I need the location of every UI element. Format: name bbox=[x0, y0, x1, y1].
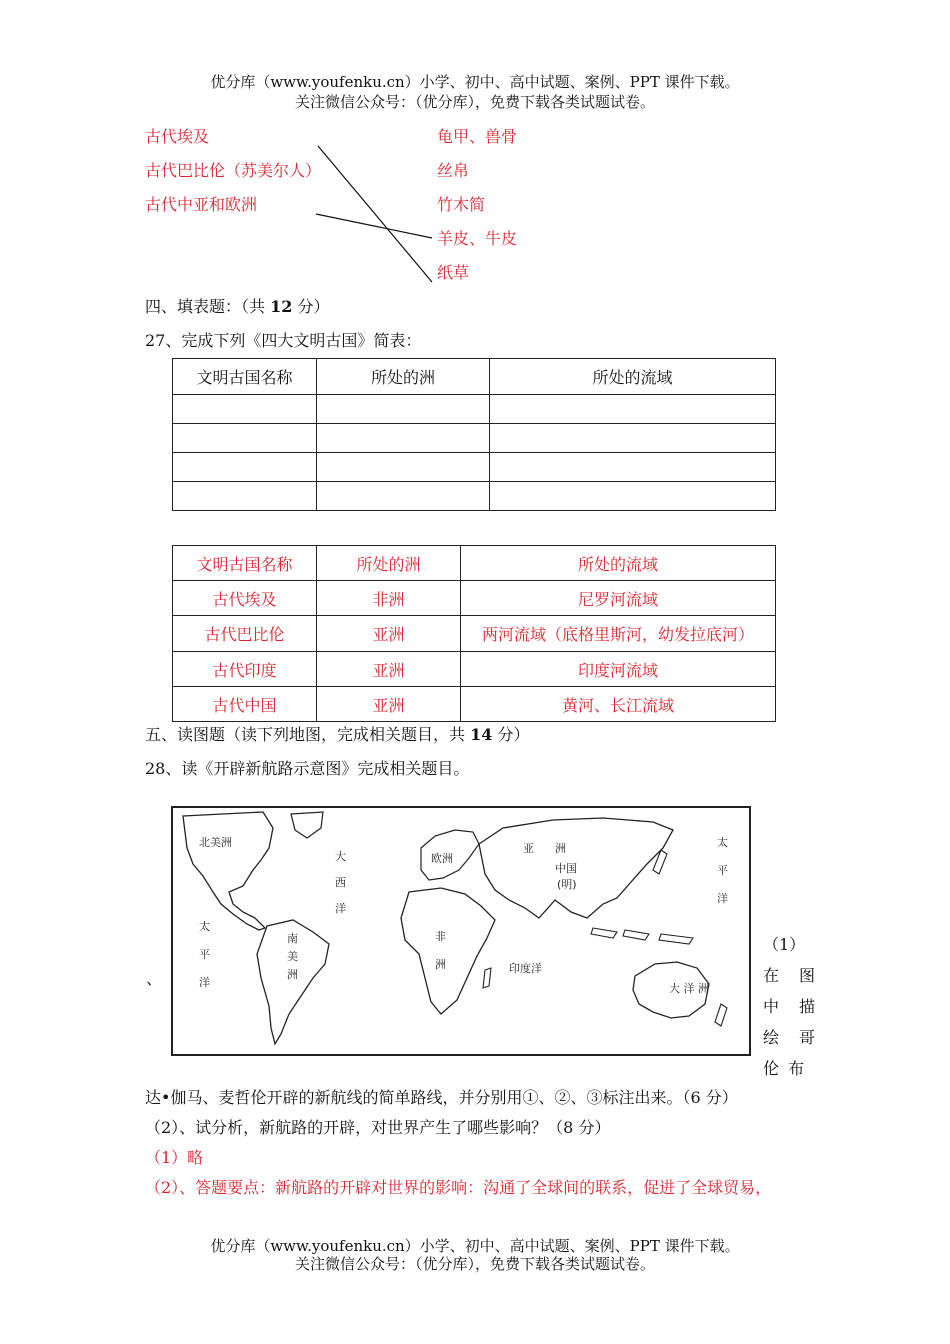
answer-table bbox=[172, 545, 776, 722]
answer-header-continent: 所处的洲 bbox=[317, 546, 461, 581]
label-north-america: 北美洲 bbox=[199, 836, 232, 849]
label-africa-2: 洲 bbox=[435, 958, 446, 971]
match-line-europe bbox=[316, 214, 432, 238]
blank-cell[interactable] bbox=[490, 424, 776, 453]
label-atlantic-3: 洋 bbox=[335, 902, 346, 915]
answer-header-basin: 所处的流域 bbox=[461, 546, 776, 581]
side-text-2: 在 图 bbox=[763, 966, 818, 985]
label-pacific-left-3: 洋 bbox=[199, 976, 210, 989]
section5-title: 五、读图题（读下列地图，完成相关题目，共 14 分） bbox=[145, 725, 530, 744]
side-text-3: 中 描 bbox=[763, 997, 818, 1016]
side-text-4: 绘 哥 bbox=[763, 1028, 818, 1047]
blank-cell[interactable] bbox=[490, 395, 776, 424]
match-right-1: 龟甲、兽骨 bbox=[437, 127, 518, 146]
blank-cell[interactable] bbox=[173, 453, 317, 482]
table-row bbox=[173, 687, 776, 722]
label-south-america-2: 美 bbox=[287, 950, 298, 963]
match-right-3: 竹木简 bbox=[437, 195, 486, 214]
match-right-5: 纸草 bbox=[437, 263, 470, 282]
label-ming: (明) bbox=[557, 878, 577, 891]
answer-cell: 尼罗河流域 bbox=[461, 581, 776, 616]
greenland-shape bbox=[291, 812, 323, 838]
blank-header-basin: 所处的流域 bbox=[490, 359, 776, 395]
label-oceania: 大 洋 洲 bbox=[669, 982, 709, 995]
answer-cell: 非洲 bbox=[317, 581, 461, 616]
label-south-america-3: 洲 bbox=[287, 968, 298, 981]
label-africa-1: 非 bbox=[435, 930, 446, 943]
label-atlantic-2: 西 bbox=[335, 876, 346, 889]
match-left-3: 古代中亚和欧洲 bbox=[145, 195, 258, 214]
label-pacific-left-2: 平 bbox=[199, 948, 210, 961]
table-row bbox=[173, 616, 776, 652]
matching-lines bbox=[0, 0, 950, 300]
africa-shape bbox=[401, 888, 495, 1014]
north-america-shape bbox=[183, 812, 273, 930]
answer-cell: 古代中国 bbox=[173, 687, 317, 722]
answer-cell: 两河流域（底格里斯河，幼发拉底河） bbox=[461, 616, 776, 652]
question-27: 27、完成下列《四大文明古国》简表： bbox=[145, 331, 422, 350]
blank-cell[interactable] bbox=[317, 424, 490, 453]
header-line-1: 优分库（www.youfenku.cn）小学、初中、高中试题、案例、PPT 课件下载。 bbox=[210, 73, 740, 91]
world-map-drawing bbox=[173, 808, 749, 1054]
blank-cell[interactable] bbox=[317, 482, 490, 511]
answer-cell: 古代印度 bbox=[173, 652, 317, 687]
match-line-egypt bbox=[318, 146, 432, 282]
label-pacific-right-1: 太 bbox=[717, 836, 728, 849]
answer-2: （2）、答题要点：新航路的开辟对世界的影响：沟通了全球间的联系，促进了全球贸易， bbox=[145, 1178, 772, 1197]
answer-header-name: 文明古国名称 bbox=[173, 546, 317, 581]
blank-cell[interactable] bbox=[490, 482, 776, 511]
answer-cell: 黄河、长江流域 bbox=[461, 687, 776, 722]
blank-header-name: 文明古国名称 bbox=[173, 359, 317, 395]
answer-cell: 亚洲 bbox=[317, 652, 461, 687]
footer-line-1: 优分库（www.youfenku.cn）小学、初中、高中试题、案例、PPT 课件下载。 bbox=[210, 1237, 740, 1255]
blank-cell[interactable] bbox=[317, 453, 490, 482]
japan-shape bbox=[653, 850, 667, 874]
blank-cell[interactable] bbox=[490, 453, 776, 482]
label-china: 中国 bbox=[555, 862, 577, 875]
answer-cell: 亚洲 bbox=[317, 687, 461, 722]
match-left-1: 古代埃及 bbox=[145, 127, 210, 146]
question-1-continued: 达•伽马、麦哲伦开辟的新航线的简单路线，并分别用①、②、③标注出来。（6 分） bbox=[145, 1088, 738, 1107]
blank-cell[interactable] bbox=[173, 482, 317, 511]
label-pacific-right-3: 洋 bbox=[717, 892, 728, 905]
label-pacific-left-1: 太 bbox=[199, 920, 210, 933]
match-left-2: 古代巴比伦（苏美尔人） bbox=[145, 161, 322, 180]
answer-1: （1）略 bbox=[145, 1148, 204, 1167]
match-right-2: 丝帛 bbox=[437, 161, 470, 180]
blank-table bbox=[172, 358, 776, 511]
side-comma: 、 bbox=[146, 969, 163, 988]
blank-cell[interactable] bbox=[173, 424, 317, 453]
table-row bbox=[173, 581, 776, 616]
indonesia-shape bbox=[591, 928, 693, 944]
section4-title: 四、填表题：（共 12 分） bbox=[145, 297, 330, 316]
new-zealand-shape bbox=[715, 1004, 727, 1026]
label-atlantic-1: 大 bbox=[335, 850, 346, 863]
world-map bbox=[171, 806, 751, 1056]
label-pacific-right-2: 平 bbox=[717, 864, 728, 877]
blank-cell[interactable] bbox=[317, 395, 490, 424]
blank-cell[interactable] bbox=[173, 395, 317, 424]
madagascar-shape bbox=[483, 968, 491, 988]
label-europe: 欧洲 bbox=[431, 852, 453, 865]
match-right-4: 羊皮、牛皮 bbox=[437, 229, 518, 248]
blank-header-continent: 所处的洲 bbox=[317, 359, 490, 395]
answer-cell: 亚洲 bbox=[317, 616, 461, 652]
side-text-5: 伦 布 bbox=[763, 1059, 807, 1078]
answer-cell: 古代埃及 bbox=[173, 581, 317, 616]
label-asia-1: 亚 bbox=[523, 842, 534, 855]
question-2: （2）、试分析，新航路的开辟，对世界产生了哪些影响？（8 分） bbox=[145, 1118, 611, 1137]
question-28: 28、读《开辟新航路示意图》完成相关题目。 bbox=[145, 759, 470, 778]
label-south-america-1: 南 bbox=[287, 932, 298, 945]
footer-line-2: 关注微信公众号：（优分库），免费下载各类试题试卷。 bbox=[294, 1255, 655, 1273]
table-row bbox=[173, 652, 776, 687]
answer-cell: 印度河流域 bbox=[461, 652, 776, 687]
label-asia-2: 洲 bbox=[555, 842, 566, 855]
answer-cell: 古代巴比伦 bbox=[173, 616, 317, 652]
label-indian-ocean: 印度洋 bbox=[509, 962, 542, 975]
header-line-2: 关注微信公众号：（优分库），免费下载各类试题试卷。 bbox=[294, 93, 655, 111]
side-text-1: （1） bbox=[763, 935, 806, 954]
